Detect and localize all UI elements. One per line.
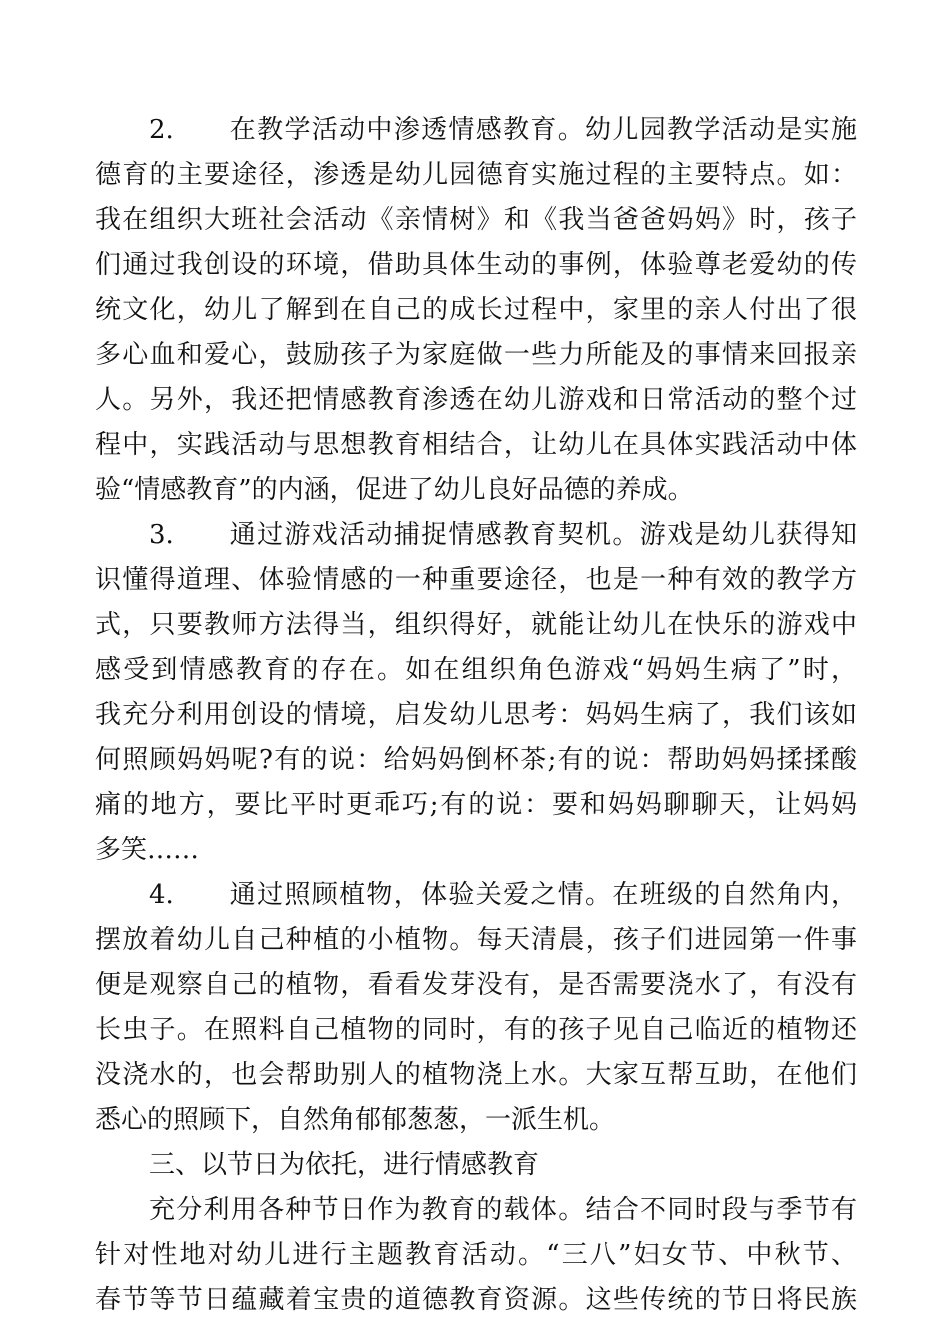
paragraph-2-line-5: 统文化，幼儿了解到在自己的成长过程中，家里的亲人付出了很 — [95, 295, 857, 325]
paragraph-5-line-3: 春节等节日蕴藏着宝贵的道德教育资源。这些传统的节日将民族 — [95, 1285, 857, 1315]
paragraph-3-line-3: 式，只要教师方法得当，组织得好，就能让幼儿在快乐的游戏中 — [95, 610, 857, 640]
paragraph-2-line-6: 多心血和爱心，鼓励孩子为家庭做一些力所能及的事情来回报亲 — [95, 340, 857, 370]
paragraph-3-line-8: 多笑…… — [95, 835, 200, 865]
paragraph-4-line-1: 4. 通过照顾植物，体验关爱之情。在班级的自然角内， — [149, 880, 857, 910]
document-body — [95, 108, 857, 1323]
paragraph-3-line-6: 何照顾妈妈呢?有的说：给妈妈倒杯茶;有的说：帮助妈妈揉揉酸 — [95, 745, 857, 775]
paragraph-2-line-4: 们通过我创设的环境，借助具体生动的事例，体验尊老爱幼的传 — [95, 250, 857, 280]
paragraph-4-line-6: 悉心的照顾下，自然角郁郁葱葱，一派生机。 — [95, 1105, 616, 1135]
paragraph-2-line-2: 德育的主要途径，渗透是幼儿园德育实施过程的主要特点。如： — [95, 160, 857, 190]
paragraph-2-line-9: 验“情感教育”的内涵，促进了幼儿良好品德的养成。 — [95, 475, 694, 505]
paragraph-4-line-2: 摆放着幼儿自己种植的小植物。每天清晨，孩子们进园第一件事 — [95, 925, 857, 955]
paragraph-3-line-7: 痛的地方，要比平时更乖巧;有的说：要和妈妈聊聊天，让妈妈 — [95, 790, 857, 820]
paragraph-5-line-2: 针对性地对幼儿进行主题教育活动。“三八”妇女节、中秋节、 — [95, 1240, 857, 1270]
paragraph-3-line-5: 我充分利用创设的情境，启发幼儿思考：妈妈生病了，我们该如 — [95, 700, 857, 730]
paragraph-2-line-3: 我在组织大班社会活动《亲情树》和《我当爸爸妈妈》时，孩子 — [95, 205, 857, 235]
paragraph-3-line-2: 识懂得道理、体验情感的一种重要途径，也是一种有效的教学方 — [95, 565, 857, 595]
section-3-heading: 三、以节日为依托，进行情感教育 — [149, 1150, 540, 1180]
paragraph-4-line-3: 便是观察自己的植物，看看发芽没有，是否需要浇水了，有没有 — [95, 970, 857, 1000]
paragraph-4-line-4: 长虫子。在照料自己植物的同时，有的孩子见自己临近的植物还 — [95, 1015, 857, 1045]
paragraph-5-line-1: 充分利用各种节日作为教育的载体。结合不同时段与季节有 — [149, 1195, 857, 1225]
paragraph-2-line-8: 程中，实践活动与思想教育相结合，让幼儿在具体实践活动中体 — [95, 430, 857, 460]
paragraph-2-line-7: 人。另外，我还把情感教育渗透在幼儿游戏和日常活动的整个过 — [95, 385, 857, 415]
paragraph-3-line-4: 感受到情感教育的存在。如在组织角色游戏“妈妈生病了”时， — [95, 655, 857, 685]
paragraph-3-line-1: 3. 通过游戏活动捕捉情感教育契机。游戏是幼儿获得知 — [149, 520, 857, 550]
paragraph-2-line-1: 2. 在教学活动中渗透情感教育。幼儿园教学活动是实施 — [149, 115, 857, 145]
paragraph-4-line-5: 没浇水的，也会帮助别人的植物浇上水。大家互帮互助，在他们 — [95, 1060, 857, 1090]
